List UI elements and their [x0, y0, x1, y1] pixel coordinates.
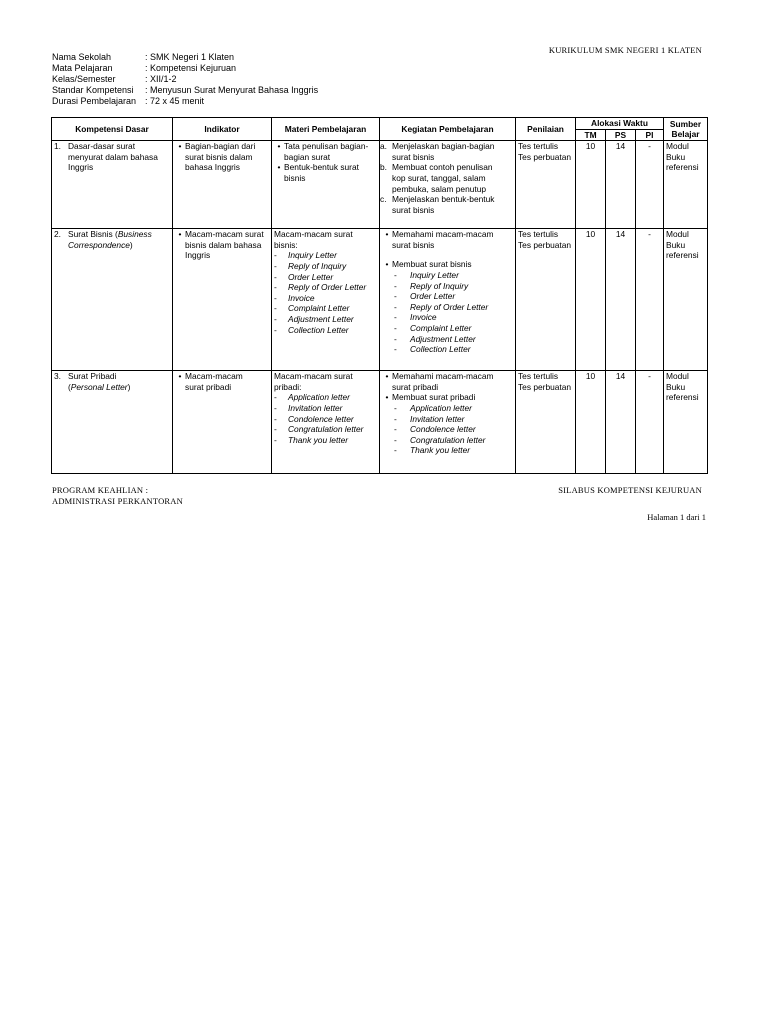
text-line: Membuat surat pribadi: [392, 392, 476, 403]
bullet-icon: •: [385, 371, 389, 382]
text-part: Surat Bisnis (: [68, 229, 118, 240]
cell-indikator: [173, 229, 272, 371]
list-item: Invitation letter: [288, 402, 343, 413]
table-row: [52, 371, 708, 474]
header-kompetensi: Kompetensi Dasar: [52, 118, 173, 141]
curriculum-header: KURIKULUM SMK NEGERI 1 KLATEN: [548, 45, 702, 55]
cell-kompetensi: [52, 371, 173, 474]
bullet-icon: •: [385, 392, 389, 403]
list-item: Invoice: [288, 292, 315, 303]
list-item: Application letter: [410, 402, 472, 413]
list-item: Reply of Order Letter: [410, 301, 489, 312]
text-line: bisnis: [284, 172, 306, 183]
list-item: Complaint Letter: [288, 303, 350, 314]
meta-subject: [52, 63, 318, 74]
header-tm: TM: [576, 129, 606, 141]
syllabus-table: [51, 117, 708, 474]
meta-label: Kelas/Semester: [52, 74, 116, 84]
text-line: surat bisnis: [392, 151, 435, 162]
text-line: Membuat contoh penulisan: [392, 162, 493, 173]
text-part: Correspondence: [68, 239, 130, 250]
bullet-icon: •: [277, 162, 281, 173]
bullet-icon: •: [178, 229, 182, 240]
text-part: Business: [117, 229, 152, 240]
list-item: Condolence letter: [410, 424, 476, 435]
list-item: Complaint Letter: [410, 322, 472, 333]
list-item: Reply of Order Letter: [288, 282, 367, 293]
text-line: Menjelaskan bentuk-bentuk: [392, 194, 495, 205]
header-alokasi: Alokasi Waktu: [576, 118, 664, 130]
meta-value: : SMK Negeri 1 Klaten: [145, 52, 235, 62]
text-line: Membuat surat bisnis: [392, 259, 472, 270]
text-line: Memahami macam-macam: [392, 371, 494, 382]
meta-value: : Menyusun Surat Menyurat Bahasa Inggris: [145, 85, 319, 95]
list-item: Adjustment Letter: [410, 333, 476, 344]
text-line: Tes tertulis: [518, 229, 559, 240]
text-line: Modul: [666, 141, 689, 152]
cell-pi: -: [636, 371, 664, 474]
text-part: (: [68, 381, 71, 392]
text-line: Tes tertulis: [518, 371, 559, 382]
list-letter: a.: [380, 141, 387, 152]
bullet-icon: •: [178, 141, 182, 152]
text-line: Macam-macam surat: [185, 229, 264, 240]
list-item: Congratulation letter: [288, 424, 364, 435]
text-line: bisnis dalam bahasa: [185, 239, 262, 250]
program-label: PROGRAM KEAHLIAN :: [52, 485, 149, 495]
meta-value: : Kompetensi Kejuruan: [145, 63, 237, 73]
text-line: Bagian-bagian dari: [185, 141, 256, 152]
silabus-footer: SILABUS KOMPETENSI KEJURUAN: [558, 485, 702, 495]
list-item: Order Letter: [410, 291, 456, 302]
header-ps: PS: [606, 129, 636, 141]
meta-standard: [52, 85, 318, 96]
list-item: Collection Letter: [410, 344, 471, 355]
text-line: Buku: [666, 381, 686, 392]
text-line: bagian surat: [284, 151, 331, 162]
list-item: Adjustment Letter: [288, 313, 354, 324]
list-item: Thank you letter: [288, 434, 349, 445]
text-part: ): [127, 381, 131, 392]
list-item: Thank you letter: [410, 445, 471, 456]
table-row: [52, 229, 708, 371]
text-line: surat pribadi: [185, 381, 232, 392]
text-line: Bentuk-bentuk surat: [284, 162, 359, 173]
cell-sumber: [664, 229, 708, 371]
cell-indikator: [173, 141, 272, 229]
text-part: Personal Letter: [70, 381, 128, 392]
text-line: Menjelaskan bagian-bagian: [392, 141, 495, 152]
header-materi: Materi Pembelajaran: [272, 118, 380, 141]
list-item: Invoice: [410, 312, 437, 323]
list-item: Collection Letter: [288, 324, 349, 335]
cell-penilaian: [516, 229, 576, 371]
bullet-icon: •: [178, 371, 182, 382]
meta-label: Standar Kompetensi: [52, 85, 134, 95]
cell-sumber: [664, 371, 708, 474]
text-line: Modul: [666, 371, 689, 382]
program-value: ADMINISTRASI PERKANTORAN: [52, 496, 183, 506]
list-item: Inquiry Letter: [288, 250, 337, 261]
text-line: bisnis:: [274, 239, 298, 250]
cell-kompetensi: [52, 141, 173, 229]
row-number: 1.: [54, 141, 61, 152]
text-line: Tes perbuatan: [518, 381, 572, 392]
meta-duration: [52, 96, 318, 107]
cell-indikator: [173, 371, 272, 474]
cell-ps: 14: [606, 141, 636, 229]
text-line: pembuka, salam penutup: [392, 183, 487, 194]
cell-tm: 10: [576, 141, 606, 229]
table-row: [52, 141, 708, 229]
text-line: Memahami macam-macam: [392, 229, 494, 240]
text-line: Tes perbuatan: [518, 151, 572, 162]
text-line: referensi: [666, 392, 699, 403]
list-item: Reply of Inquiry: [410, 280, 469, 291]
text-line: Macam-macam surat: [274, 229, 353, 240]
text-line: referensi: [666, 250, 699, 261]
header-pi: PI: [636, 129, 664, 141]
row-number: 3.: [54, 371, 61, 382]
list-item: Inquiry Letter: [410, 269, 459, 280]
cell-materi: Macam-macam surat pribadi: - Application letter - Invitation letter - Condolence letter - Congratulation letter - Thank you letter: [272, 371, 380, 474]
document-meta: [52, 52, 318, 107]
meta-value: : XII/1-2: [145, 74, 177, 84]
text-line: Buku: [666, 151, 686, 162]
row-number: 2.: [54, 229, 61, 240]
text-line: surat pribadi: [392, 381, 439, 392]
text-line: Macam-macam surat: [274, 371, 353, 382]
text-line: Tata penulisan bagian-: [284, 141, 369, 152]
cell-penilaian: [516, 141, 576, 229]
bullet-icon: •: [385, 229, 389, 240]
list-item: Reply of Inquiry: [288, 260, 347, 271]
cell-tm: 10: [576, 371, 606, 474]
cell-pi: -: [636, 141, 664, 229]
text-line: bahasa Inggris: [185, 162, 240, 173]
text-line: Inggris: [185, 250, 211, 261]
text-line: Tes perbuatan: [518, 239, 572, 250]
header-indikator: Indikator: [173, 118, 272, 141]
text-line: surat bisnis: [392, 204, 435, 215]
text-line: Modul: [666, 229, 689, 240]
cell-kompetensi: [52, 229, 173, 371]
meta-school: [52, 52, 318, 63]
text-line: menyurat dalam bahasa: [68, 151, 158, 162]
bullet-icon: •: [277, 141, 281, 152]
list-item: Invitation letter: [410, 413, 465, 424]
cell-pi: -: [636, 229, 664, 371]
list-item: Condolence letter: [288, 413, 354, 424]
text-line: Buku: [666, 239, 686, 250]
text-line: pribadi:: [274, 381, 302, 392]
text-line: referensi: [666, 162, 699, 173]
text-line: Inggris: [68, 162, 94, 173]
meta-class: [52, 74, 318, 85]
program-footer: [52, 485, 183, 507]
meta-label: Durasi Pembelajaran: [52, 96, 137, 106]
cell-kegiatan: • Memahami macam-macam surat bisnis • Membuat surat bisnis - Inquiry Letter - Reply of Inquiry - Order Letter - Reply of Order Letter - Invoice - Complaint Letter - Adjustment Letter - Collection Letter: [380, 229, 516, 371]
cell-ps: 14: [606, 229, 636, 371]
text-line: kop surat, tanggal, salam: [392, 172, 486, 183]
cell-tm: 10: [576, 229, 606, 371]
text-line: Macam-macam: [185, 371, 243, 382]
cell-penilaian: [516, 371, 576, 474]
cell-kegiatan: • Memahami macam-macam surat pribadi • Membuat surat pribadi - Application letter - Invitation letter - Condolence letter - Congratulation letter - Thank you letter: [380, 371, 516, 474]
meta-label: Nama Sekolah: [52, 52, 112, 62]
meta-value: : 72 x 45 menit: [145, 96, 205, 106]
text-line: surat bisnis dalam: [185, 151, 253, 162]
meta-label: Mata Pelajaran: [52, 63, 113, 73]
list-item: Order Letter: [288, 271, 334, 282]
text-line: surat bisnis: [392, 239, 435, 250]
list-item: Congratulation letter: [410, 434, 486, 445]
page-number: Halaman 1 dari 1: [647, 512, 706, 522]
cell-sumber: [664, 141, 708, 229]
text-line: Surat Pribadi: [68, 371, 117, 382]
text-line: Tes tertulis: [518, 141, 559, 152]
bullet-icon: •: [385, 259, 389, 270]
text-part: ): [129, 239, 133, 250]
header-penilaian: Penilaian: [516, 118, 576, 141]
cell-kegiatan: [380, 141, 516, 229]
header-kegiatan: Kegiatan Pembelajaran: [380, 118, 516, 141]
cell-materi: Macam-macam surat bisnis: - Inquiry Letter - Reply of Inquiry - Order Letter - Reply of Order Letter - Invoice - Complaint Letter - Adjustment Letter - Collection Letter: [272, 229, 380, 371]
header-sumber: Sumber Belajar: [664, 118, 708, 141]
cell-ps: 14: [606, 371, 636, 474]
list-item: Application letter: [288, 392, 350, 403]
cell-materi: [272, 141, 380, 229]
text-line: Dasar-dasar surat: [68, 141, 136, 152]
list-letter: b.: [380, 162, 387, 173]
list-letter: c.: [380, 194, 387, 205]
